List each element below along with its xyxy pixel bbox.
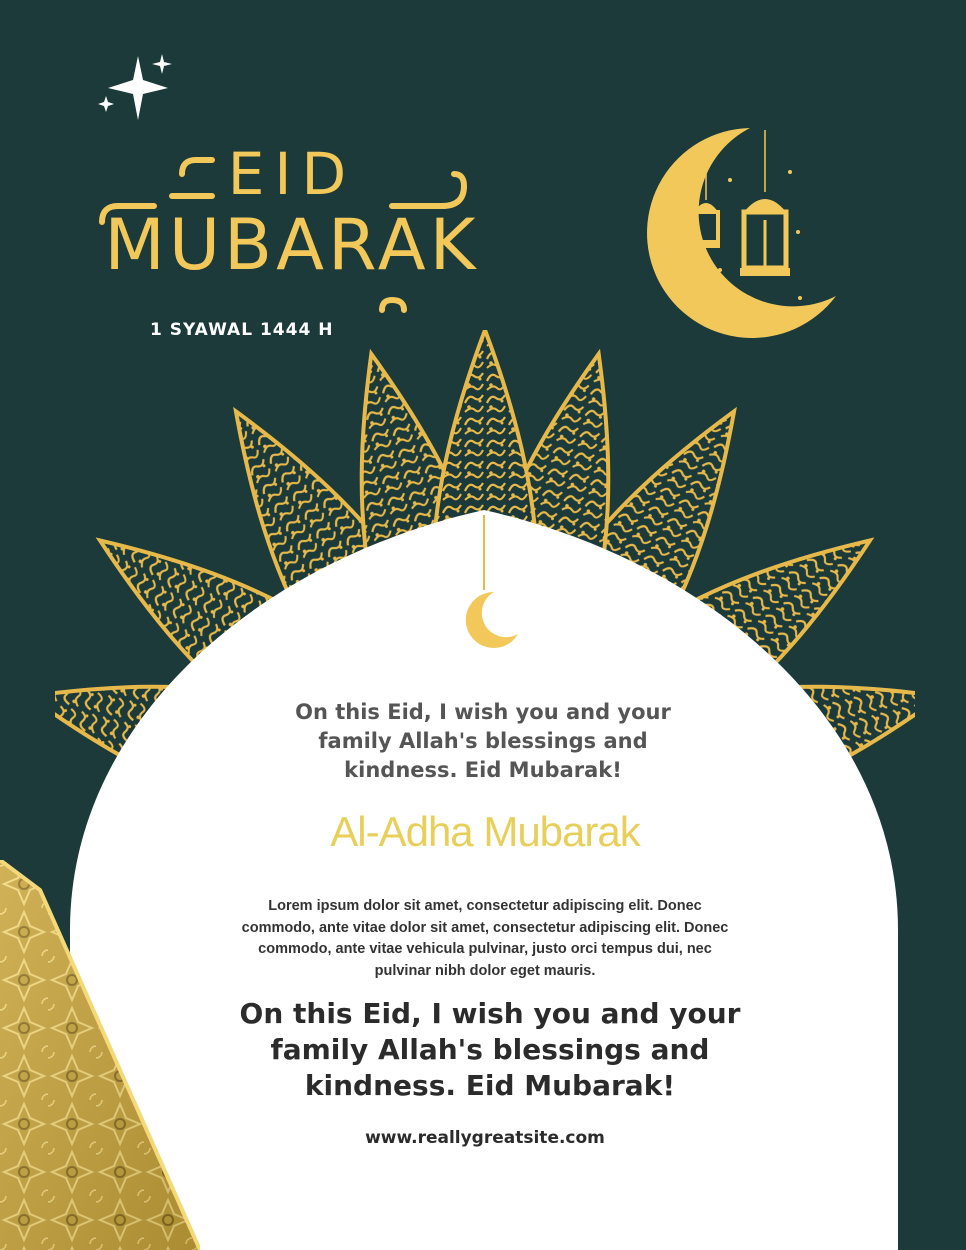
- date-label: 1 SYAWAL 1444 H: [150, 320, 334, 340]
- closing-message: On this Eid, I wish you and your family Allah's blessings and kindness. Eid Mubarak!: [239, 997, 741, 1102]
- small-crescent-icon: [462, 588, 522, 650]
- intro-message: On this Eid, I wish you and your family Allah's blessings and kindness. Eid Mubarak!: [295, 700, 671, 782]
- website-link[interactable]: www.reallygreatsite.com: [365, 1128, 605, 1148]
- title-line2: MUBARAK: [104, 204, 480, 286]
- gold-pattern-corner: [0, 860, 200, 1250]
- subtitle-al-adha: Al-Adha Mubarak: [330, 808, 640, 855]
- body-text: Lorem ipsum dolor sit amet, consectetur adipiscing elit. Donec commodo, ante vitae dolor sit amet, consectetur adipiscing elit. Donec commodo, ante vitae vehicula pulvinar, justo orci tempus dui, nec pulvinar nibh dolor eget mauris.: [241, 898, 729, 979]
- title-line1: EID: [227, 140, 357, 208]
